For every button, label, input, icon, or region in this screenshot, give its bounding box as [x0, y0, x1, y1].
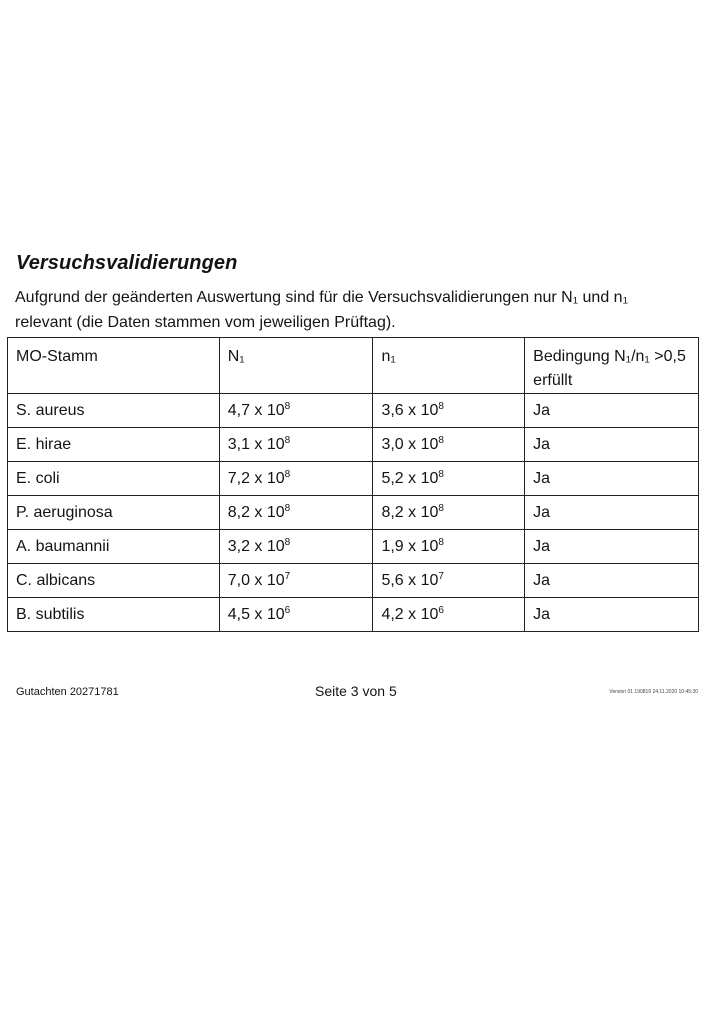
cell-N1 [219, 428, 373, 462]
n1-mantissa: 3,0 x 10 [381, 436, 439, 453]
N1-exponent: 8 [284, 435, 291, 446]
table-row [8, 428, 699, 462]
n1-mantissa: 1,9 x 10 [381, 538, 439, 555]
N1-exponent: 8 [284, 537, 291, 548]
header-condition: Bedingung N₁/n₁ >0,5 erfüllt [525, 338, 699, 394]
cell-condition: Ja [525, 428, 699, 462]
n1-exponent: 8 [438, 469, 444, 480]
validation-table [7, 337, 699, 632]
cell-n1 [373, 496, 525, 530]
cell-n1 [373, 428, 525, 462]
cell-condition: Ja [525, 564, 699, 598]
cell-N1 [219, 496, 373, 530]
cell-n1 [373, 598, 525, 632]
cell-n1 [373, 564, 525, 598]
cell-condition: Ja [525, 496, 699, 530]
cell-N1 [219, 598, 373, 632]
footer-page-number: Seite 3 von 5 [315, 683, 397, 699]
table-row [8, 462, 699, 496]
cell-strain: A. baumannii [8, 530, 220, 564]
N1-mantissa: 4,5 x 10 [227, 606, 285, 623]
N1-exponent: 7 [284, 571, 291, 582]
cell-n1 [373, 394, 525, 428]
cell-strain: P. aeruginosa [8, 496, 220, 530]
n1-exponent: 6 [438, 605, 444, 616]
cell-N1 [219, 462, 373, 496]
cell-condition: Ja [525, 394, 699, 428]
table-row [8, 564, 699, 598]
cell-n1 [373, 462, 525, 496]
cell-strain: B. subtilis [8, 598, 220, 632]
N1-mantissa: 4,7 x 10 [227, 402, 285, 419]
table-row [8, 496, 699, 530]
footer-version: Version 01 190819 24.11.2020 10:45:30 [609, 689, 698, 695]
cell-N1 [219, 564, 373, 598]
N1-exponent: 6 [284, 605, 291, 616]
cell-strain: C. albicans [8, 564, 220, 598]
cell-N1 [219, 394, 373, 428]
n1-exponent: 8 [438, 435, 444, 446]
intro-paragraph [15, 285, 705, 335]
N1-exponent: 8 [284, 469, 291, 480]
table-row [8, 598, 699, 632]
N1-exponent: 8 [284, 503, 291, 514]
n1-exponent: 8 [438, 537, 444, 548]
N1-mantissa: 7,2 x 10 [227, 470, 285, 487]
intro-line-2: relevant (die Daten stammen vom jeweiligen Prüftag). [15, 314, 396, 331]
n1-mantissa: 5,6 x 10 [381, 572, 439, 589]
N1-mantissa: 3,2 x 10 [227, 538, 285, 555]
cell-strain: E. coli [8, 462, 220, 496]
cell-condition: Ja [525, 598, 699, 632]
n1-mantissa: 3,6 x 10 [381, 402, 439, 419]
header-strain: MO-Stamm [8, 338, 220, 394]
cell-strain: S. aureus [8, 394, 220, 428]
footer-report-number: Gutachten 20271781 [16, 686, 119, 698]
N1-mantissa: 8,2 x 10 [227, 504, 285, 521]
header-N1: N₁ [219, 338, 373, 394]
header-n1: n₁ [373, 338, 525, 394]
n1-exponent: 8 [438, 503, 444, 514]
N1-mantissa: 7,0 x 10 [227, 572, 285, 589]
n1-mantissa: 4,2 x 10 [381, 606, 439, 623]
n1-exponent: 7 [438, 571, 444, 582]
table-row [8, 394, 699, 428]
cell-condition: Ja [525, 462, 699, 496]
cell-n1 [373, 530, 525, 564]
n1-exponent: 8 [438, 401, 444, 412]
n1-mantissa: 5,2 x 10 [381, 470, 439, 487]
table-header-row [8, 338, 699, 394]
intro-line-1: Aufgrund der geänderten Auswertung sind für die Versuchsvalidierungen nur N₁ und n₁ [15, 289, 628, 306]
N1-exponent: 8 [284, 401, 291, 412]
cell-condition: Ja [525, 530, 699, 564]
cell-strain: E. hirae [8, 428, 220, 462]
cell-N1 [219, 530, 373, 564]
n1-mantissa: 8,2 x 10 [381, 504, 439, 521]
N1-mantissa: 3,1 x 10 [227, 436, 285, 453]
table-row [8, 530, 699, 564]
section-heading: Versuchsvalidierungen [16, 252, 238, 274]
